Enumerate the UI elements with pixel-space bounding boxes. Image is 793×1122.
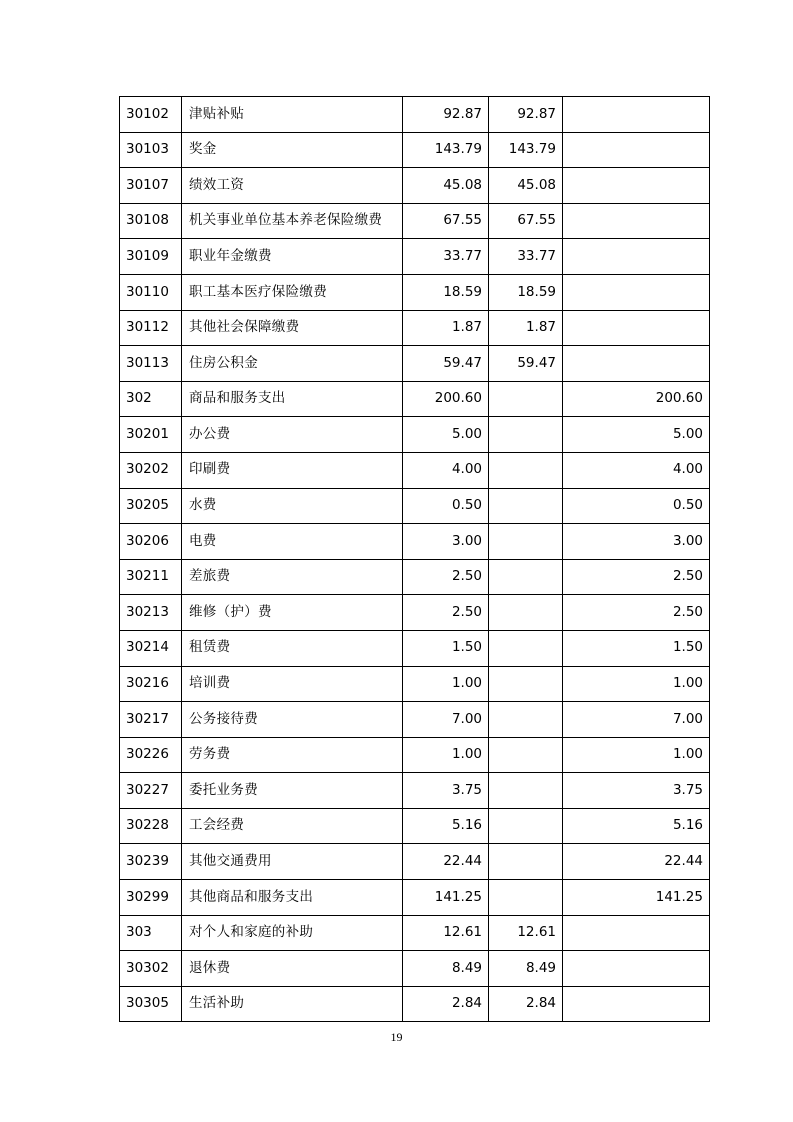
table-row (120, 239, 710, 275)
cell-code: 30299 (120, 880, 182, 916)
cell-name: 维修（护）费 (182, 595, 403, 631)
cell-project (563, 239, 710, 275)
cell-basic: 33.77 (489, 239, 563, 275)
cell-project: 2.50 (563, 559, 710, 595)
cell-project (563, 310, 710, 346)
cell-basic (489, 844, 563, 880)
table-row (120, 97, 710, 133)
cell-total: 2.84 (403, 986, 489, 1022)
table-row (120, 844, 710, 880)
cell-code: 30239 (120, 844, 182, 880)
table-row (120, 488, 710, 524)
cell-name: 水费 (182, 488, 403, 524)
cell-code: 30227 (120, 773, 182, 809)
cell-total: 7.00 (403, 702, 489, 738)
cell-project: 5.00 (563, 417, 710, 453)
cell-code: 30103 (120, 132, 182, 168)
cell-basic: 18.59 (489, 274, 563, 310)
cell-total: 45.08 (403, 168, 489, 204)
cell-project (563, 97, 710, 133)
table-row (120, 524, 710, 560)
cell-total: 3.75 (403, 773, 489, 809)
cell-code: 30108 (120, 203, 182, 239)
cell-code: 30228 (120, 808, 182, 844)
cell-name: 租赁费 (182, 630, 403, 666)
cell-project (563, 986, 710, 1022)
cell-name: 办公费 (182, 417, 403, 453)
cell-total: 59.47 (403, 346, 489, 382)
cell-basic: 67.55 (489, 203, 563, 239)
cell-basic (489, 880, 563, 916)
cell-code: 30211 (120, 559, 182, 595)
table-row (120, 381, 710, 417)
cell-name: 职工基本医疗保险缴费 (182, 274, 403, 310)
cell-basic (489, 524, 563, 560)
cell-name: 退休费 (182, 951, 403, 987)
cell-project: 2.50 (563, 595, 710, 631)
cell-total: 3.00 (403, 524, 489, 560)
cell-code: 30110 (120, 274, 182, 310)
cell-basic (489, 488, 563, 524)
cell-basic: 59.47 (489, 346, 563, 382)
cell-project (563, 346, 710, 382)
table-row (120, 702, 710, 738)
table-row (120, 630, 710, 666)
cell-basic (489, 630, 563, 666)
cell-name: 津贴补贴 (182, 97, 403, 133)
cell-total: 67.55 (403, 203, 489, 239)
cell-basic (489, 702, 563, 738)
cell-project (563, 168, 710, 204)
cell-code: 30113 (120, 346, 182, 382)
cell-basic (489, 808, 563, 844)
cell-code: 30107 (120, 168, 182, 204)
cell-project: 4.00 (563, 452, 710, 488)
cell-code: 30217 (120, 702, 182, 738)
cell-project: 141.25 (563, 880, 710, 916)
table-row (120, 951, 710, 987)
cell-total: 2.50 (403, 559, 489, 595)
cell-name: 差旅费 (182, 559, 403, 595)
cell-name: 劳务费 (182, 737, 403, 773)
table-row (120, 986, 710, 1022)
table-row (120, 808, 710, 844)
cell-code: 30302 (120, 951, 182, 987)
cell-name: 职业年金缴费 (182, 239, 403, 275)
cell-project: 1.50 (563, 630, 710, 666)
cell-total: 1.00 (403, 737, 489, 773)
table-row (120, 417, 710, 453)
cell-basic: 1.87 (489, 310, 563, 346)
cell-total: 1.00 (403, 666, 489, 702)
cell-project (563, 951, 710, 987)
cell-basic: 2.84 (489, 986, 563, 1022)
cell-name: 委托业务费 (182, 773, 403, 809)
cell-name: 对个人和家庭的补助 (182, 915, 403, 951)
cell-project: 200.60 (563, 381, 710, 417)
cell-total: 33.77 (403, 239, 489, 275)
cell-total: 143.79 (403, 132, 489, 168)
cell-basic (489, 452, 563, 488)
cell-basic: 12.61 (489, 915, 563, 951)
cell-project (563, 203, 710, 239)
cell-code: 30213 (120, 595, 182, 631)
cell-basic: 8.49 (489, 951, 563, 987)
cell-name: 电费 (182, 524, 403, 560)
cell-basic: 45.08 (489, 168, 563, 204)
cell-project (563, 274, 710, 310)
cell-basic: 92.87 (489, 97, 563, 133)
table-row (120, 737, 710, 773)
table-row (120, 595, 710, 631)
cell-name: 其他商品和服务支出 (182, 880, 403, 916)
table-row (120, 452, 710, 488)
cell-name: 绩效工资 (182, 168, 403, 204)
page-number: 19 (390, 1030, 403, 1044)
cell-code: 303 (120, 915, 182, 951)
cell-code: 30112 (120, 310, 182, 346)
cell-code: 30305 (120, 986, 182, 1022)
cell-project: 7.00 (563, 702, 710, 738)
cell-name: 其他社会保障缴费 (182, 310, 403, 346)
cell-total: 92.87 (403, 97, 489, 133)
cell-code: 30206 (120, 524, 182, 560)
cell-name: 商品和服务支出 (182, 381, 403, 417)
cell-total: 0.50 (403, 488, 489, 524)
cell-name: 机关事业单位基本养老保险缴费 (182, 203, 403, 239)
cell-code: 30226 (120, 737, 182, 773)
cell-name: 公务接待费 (182, 702, 403, 738)
cell-name: 培训费 (182, 666, 403, 702)
cell-code: 30201 (120, 417, 182, 453)
cell-total: 200.60 (403, 381, 489, 417)
table-row (120, 559, 710, 595)
cell-total: 2.50 (403, 595, 489, 631)
table-row (120, 203, 710, 239)
cell-code: 302 (120, 381, 182, 417)
cell-name: 印刷费 (182, 452, 403, 488)
cell-project: 0.50 (563, 488, 710, 524)
cell-basic (489, 666, 563, 702)
cell-basic: 143.79 (489, 132, 563, 168)
cell-total: 5.00 (403, 417, 489, 453)
table-row (120, 880, 710, 916)
table-row (120, 132, 710, 168)
cell-code: 30205 (120, 488, 182, 524)
cell-name: 工会经费 (182, 808, 403, 844)
cell-basic (489, 737, 563, 773)
cell-name: 生活补助 (182, 986, 403, 1022)
table-row (120, 346, 710, 382)
cell-total: 22.44 (403, 844, 489, 880)
cell-project: 3.75 (563, 773, 710, 809)
cell-name: 住房公积金 (182, 346, 403, 382)
table-row (120, 310, 710, 346)
cell-project: 1.00 (563, 737, 710, 773)
cell-project: 22.44 (563, 844, 710, 880)
budget-table (119, 96, 710, 1022)
table-row (120, 773, 710, 809)
cell-project: 3.00 (563, 524, 710, 560)
cell-total: 5.16 (403, 808, 489, 844)
budget-table-body (120, 97, 710, 1022)
cell-total: 1.50 (403, 630, 489, 666)
cell-project (563, 915, 710, 951)
cell-total: 141.25 (403, 880, 489, 916)
cell-project (563, 132, 710, 168)
cell-basic (489, 559, 563, 595)
table-row (120, 666, 710, 702)
cell-code: 30102 (120, 97, 182, 133)
table-row (120, 915, 710, 951)
cell-total: 4.00 (403, 452, 489, 488)
cell-basic (489, 381, 563, 417)
cell-basic (489, 595, 563, 631)
cell-basic (489, 417, 563, 453)
cell-total: 1.87 (403, 310, 489, 346)
cell-basic (489, 773, 563, 809)
cell-project: 1.00 (563, 666, 710, 702)
cell-code: 30202 (120, 452, 182, 488)
cell-total: 18.59 (403, 274, 489, 310)
cell-code: 30216 (120, 666, 182, 702)
table-row (120, 274, 710, 310)
cell-name: 其他交通费用 (182, 844, 403, 880)
cell-name: 奖金 (182, 132, 403, 168)
cell-project: 5.16 (563, 808, 710, 844)
table-row (120, 168, 710, 204)
cell-total: 12.61 (403, 915, 489, 951)
cell-total: 8.49 (403, 951, 489, 987)
cell-code: 30214 (120, 630, 182, 666)
cell-code: 30109 (120, 239, 182, 275)
